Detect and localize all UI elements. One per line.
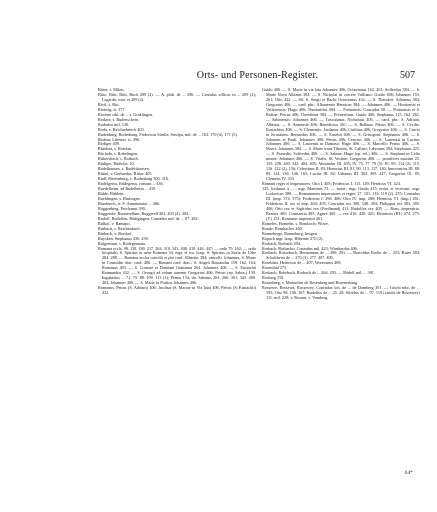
register-entry: Rorbach, Rorbach 294. — [262, 240, 301, 246]
page-header — [98, 70, 417, 84]
register-entry: Romanus, Petrus (S. Adriani) 406; Jacobus (S. Mariae in Via lata) 406; Petrus (S. Eustachii) 432. — [98, 285, 256, 296]
register-entry: Rudenburg, Rodenburg, Fridericus Strulle, Strulpu, mil. de ... 163. 170 (4). 171 (5). — [98, 131, 238, 137]
register-entry: Ruysken, Stephanus 436. 439. — [98, 235, 149, 241]
register-entry: Rosberg 310. — [262, 275, 285, 281]
register-entry: Rüehlingen, s. Rintingen. — [98, 195, 141, 201]
register-entry: Rüggenberg, Prochaunt 390. — [98, 205, 146, 211]
register-entry: Ropach mgr. hosp. Hibernie 270 (2). — [262, 235, 324, 241]
register-entry: Rürbach, s. Reichenbach. — [98, 225, 141, 231]
register-entry: Roda, v. Reicharbreich 403. — [98, 126, 145, 132]
register-entry: Romeles, Homelm, s. Romboch; Wirze. — [262, 220, 329, 226]
register-columns — [98, 88, 420, 466]
register-entry: Rodeur, Libertas. is. 296. — [98, 136, 141, 142]
register-entry: Rhödera, s. Rotelau. — [98, 146, 133, 152]
register-entry: Rorbach, Rorbacho, Conradus mil. 423; Wirnhardus 406. — [262, 245, 358, 251]
register-entry: Romana eccla. 99. 138. 180. 217. 264. 310. 343. 408. 410. 446. 447; — ordo 79. 162; — ordo hospitalis S. Spiritus in urbe Romana 34; mgr. et fra. hosp. S. Spiritus in Saxia de Urbe 284. 288. — Romana ecclia concilii et pbr card. Albertus 384; cancelli. Johannes, S. Marie in Cosmidin diac. card. 406. — Romani card. diac.; S. Angeli Romandus 159. 162. 164; Romanus 403. — S. Cosmae et Damiani Gratianus 264. Johannes 406. — S. Eustachii Raimundus 432. — S. Georgii ad velum aureum Gregorius 406; Petrus (ep. Sabin.) 139. Ingubertus ... 71. 75. 88. 109. 113 (3); Petrus 154; dn. Sabinus 264. 266. 301. 345. 400. 402; Johannes 406. — S. Marie in Porticu Johannes 406. — [98, 245, 256, 286]
register-entry: Ruggerule, Ruonerellum, Ruggerell 402. 403 (4). 404. — [98, 210, 190, 216]
register-entry: Riikersbach, s. Rothach. — [98, 156, 139, 162]
register-entry: Rüdelhausen, s. Rudelshausen. — [98, 166, 150, 172]
register-entry: Riwitue sibi. de ... s. Graklingen. — [98, 111, 154, 117]
left-column — [98, 88, 256, 466]
register-entry: Rüttel, v. Gerhardus, Ritter. 405. — [98, 171, 153, 177]
register-entry: Rüdelgerus, Rüdegerus, rursum ... 436. — [98, 181, 164, 187]
register-entry: Ronneberge, Ronneburg, Imtgen. — [262, 230, 318, 236]
register-entry: Rosbach, Rossebach, Hermannus de ... 290. 291. — Bertoldus Eselin de ... 255; Ruter 384; Schultheiss de ... 270 (3). 277. 407. 409. — [262, 250, 420, 261]
register-entry: Rulgensum, s. Rodegensum. — [98, 240, 146, 246]
page-number: 507 — [400, 70, 415, 81]
register-entry: Rülkof, v. Ramapo. — [98, 220, 131, 226]
register-entry: Rosenthal 273. — [262, 265, 288, 271]
running-title: Orts- und Personen-Register. — [196, 70, 319, 81]
register-entry: Rühle, Rühlein. — [98, 191, 125, 197]
register-entry: Rosbach, Rohrbach, Rorbach de ... 264. 293. — Rödelf mil. ... 391. — [262, 270, 375, 276]
register-entry: Rürbach, v. Rordorf. — [98, 230, 133, 236]
register-entry: Bitter, s. Milon. — [98, 88, 125, 92]
right-column — [262, 88, 420, 466]
register-entry: Rüdiger, Rüdiche. 10. — [98, 161, 135, 167]
register-entry: Rücheln, s. Robelingen. — [98, 151, 139, 157]
register-entry: Ronde, Romhacher 260. — [262, 225, 303, 231]
register-entry: Roseblatt, Heinricus de ... 407; Wortwinus 409. — [262, 260, 342, 266]
signature-mark: 64* — [404, 471, 413, 476]
register-entry: 125; lordanus a ... ; mgr. Martinus 73. — notar.; mgr. Guido 415; notar. et vicecanc. mgr. Lodovicus 380. — Romanorum imperatores et reges: 27. 101. 116. 119 (2). 255; Conradus III. (imp. 374. 375); Fridericus I. 296. 406; Otto IV. imp. 280; Henricus VI. (imp.) 261; Fridericus II. rex et imp. 404; 405; Conradus rex 300. 348. 384; Philippus rex 303. 305. 406; Otto rex et Sigfridus rex (Ferdinand) 411; Rudolfus rex 405. — Rom. imperatrix: Beatrix 405; Constantia 405; Agnes 405. — rex 416. 420. 421; Heinricus (III.) 274. 275. (V.) 251; Romanus imperator 261. — [262, 186, 420, 221]
register-entry: Ruoderich, is. S. Annunziator ... 406. — [98, 200, 161, 206]
register-entry: Rudolf, Rudolfen, Rüdigingen, Conradus mil. de ... 97. 282. — [98, 215, 199, 221]
register-entry: Ruedelheim, ad Rudelheim ... 410. — [98, 186, 157, 192]
register-entry: Rivil, s. Riti. — [98, 101, 120, 107]
register-entry: Rudl, Rüetenburg, v. Rodenburg 300. 316. — [98, 176, 169, 182]
register-entry: Rosenberg, v. Monachus de Rosenberg und Rosenesburg. — [262, 280, 359, 286]
register-entry: Rödiger 409. — [98, 141, 120, 147]
register-entry: Rietwig, is. 377. — [98, 106, 126, 112]
register-entry: Guido 406. — S. Marie in via lata Johannes 406; Octavianus 162. 261; Soffredus 384. — S. Marie Nova Albinus 384. — S. Nicholai in carcere Tulliano: Guido 406; Johannes 153. 261; Otto 432. — SS. S. Sergii et Bachi Octavianus 432. — S. Theodori: Adiranus 384; Gregorius 406. — card. pbr.: Albanensis Henricus 384; — Johannes 406. — Hostiensis et Velletrensis: Hugo 406; Theobaldus 384. — Portuensis: Conradus 50. — Portuensis et S. Rufine: Petrus 406; Theodinus 384. — Prenestinus: Guido 406; Stephanus 115. 162. 261. — Sabinensis: Johannes 406. — Tusculanus: Nicholaus 406. — card. pbr.: S. Adriani, Albinus. — S. Anastasie 406; Benedictus 261. — S. Balbine; Petrus 406. — S. Cecilie, Eustachius 406. — S. Clementis: Jordanus 406; Cinthius 406; Gregorius 406. — S. Crucis in Jerusalem: Bernardus 406. — S. Eusebii 406. — S. Grisogoni: Stephanus 406. — S. Johannis et Pauli, Johannes 406; Petrus 406; Cencius 406. — S. Laurentii in Lucina: Johannes 406. — S. Laurentii in Damaso: Hugo 406. — S. Marcelli: Petrus 406. — S. Marci: Johannes 384. — S. Marie trans Tiberim, St. Callisti: Laborans 384; Stephanus 425. — S. Praxedis: Soffredus 406. — S. Sabine: Hugo (ep. sel.) 406. — S. Stephani in Celio monte: Johannes 406. — S. Vitalis, St. Vestine: Gregorius 406. — pontifices maximi 25. 155. 238. 260. 345. 404. 405; Alexander III. 405; IV. 75. 77. 79 (5). 81. 83. 114 (2). 115. 116. 122 (2). 136; Celestinus II. 83; Honorius III. 81. 90. 113. 117. 130; Innocentius III. 80. 85. 124. 136. 146. 165; Lucius III. 82; Urbanus III. 304. 305. 427; Gregorius IX. 85; Clemens IV. 433. — [262, 88, 420, 182]
register-entry: Rossewe, Rossewa, Rossewey, Conradus sch. de ... de Damberg 301. — Gisela mbr. de ... 195; Otto 98. 106. 167; Rudolfus de ... 25. 28; Sifridus de ... 97. 119 (viridis de Rossewey) 111; mil. 229; v. Rossen, s. Vomberg. — [262, 285, 420, 301]
register-entry: Rodace, s. Rudenschein. — [98, 116, 140, 122]
register-entry: Rodarius mil. 120. — [98, 121, 130, 127]
register-entry: Romani reges et imperatores: Otto I. 405; Fridericus I. 115. 149; Henricus VI. 424. — [262, 181, 401, 187]
register-entry: Biito, Ritti, Ritti, Buch 209 (2). — A. plab. de ... 296. — Centulus villicus in ... 209 (2); Legardis coni. ei 209 (2). — [98, 91, 256, 102]
